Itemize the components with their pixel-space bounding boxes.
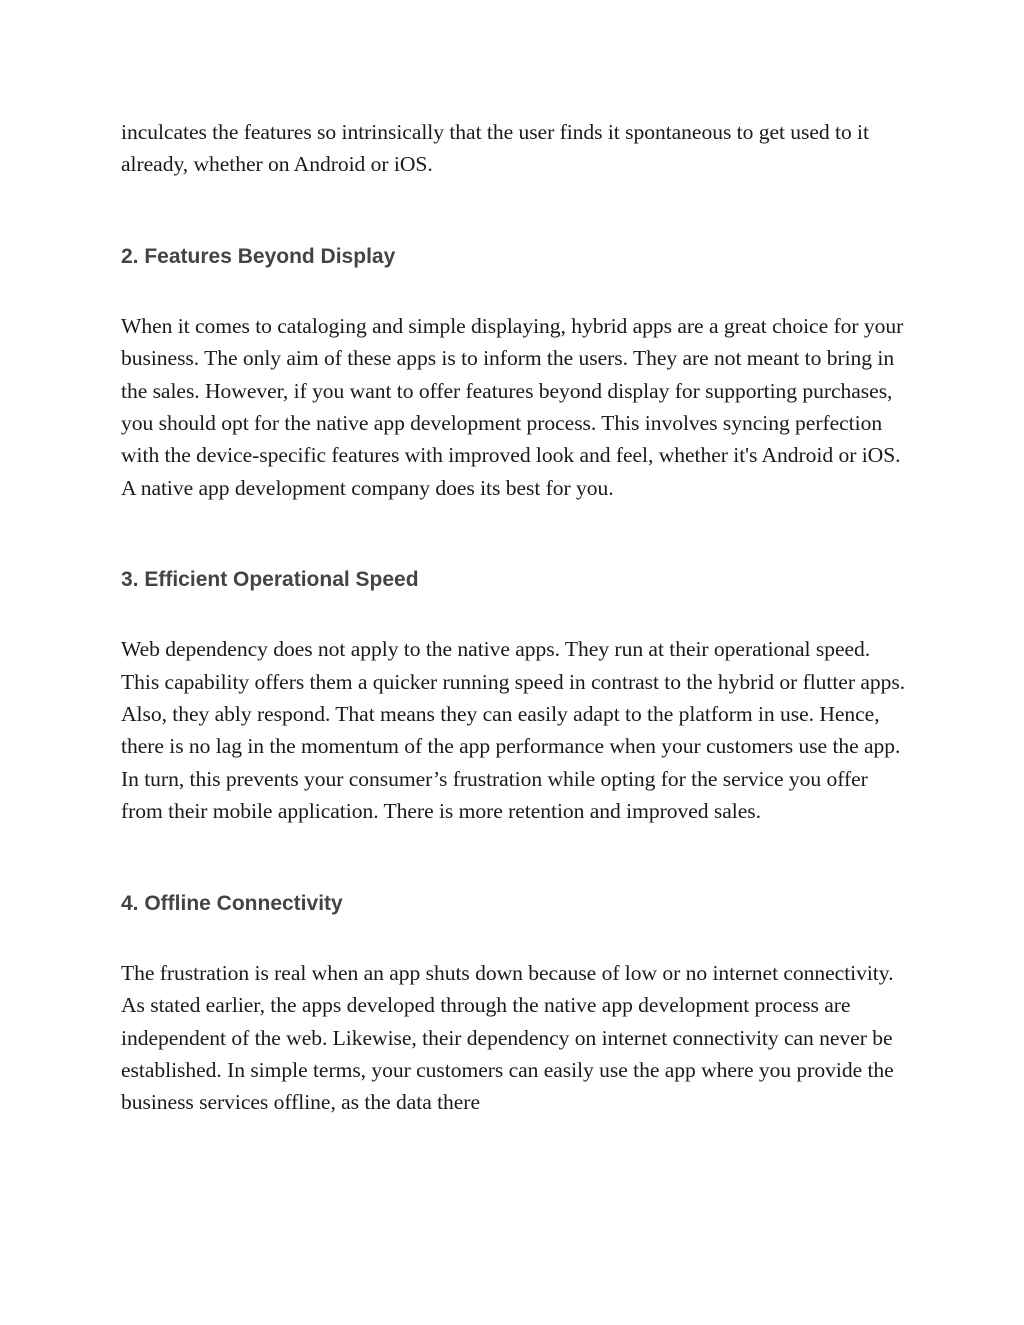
section-paragraph-features-beyond-display: When it comes to cataloging and simple displaying, hybrid apps are a great choice for your business. The only aim of these apps is to inform the users. They are not meant to bring in the sales. However, if you want to offer features beyond display for supporting purchases, you should opt for the native app development process. This involves syncing perfection with the device-specific features with improved look and feel, whether it's Android or iOS. A native app development company does its best for you. (121, 313, 904, 500)
document-body (121, 116, 911, 1119)
intro-paragraph: inculcates the features so intrinsically that the user finds it spontaneous to get used to it already, whether on Android or iOS. (121, 120, 869, 177)
section-paragraph-efficient-operational-speed: Web dependency does not apply to the native apps. They run at their operational speed. This capability offers them a quicker running speed in contrast to the hybrid or flutter apps. Also, they ably respond. That means they can easily adapt to the platform in use. Hence, there is no lag in the momentum of the app performance when your customers use the app. In turn, this prevents your consumer’s frustration while opting for the service you offer from their mobile application. There is more retention and improved sales. (121, 637, 906, 824)
section-heading-efficient-operational-speed: 3. Efficient Operational Speed (121, 568, 419, 592)
section-paragraph-offline-connectivity: The frustration is real when an app shuts down because of low or no internet connectivity. As stated earlier, the apps developed through the native app development process are independent of the web. Likewise, their dependency on internet connectivity can never be established. In simple terms, your customers can easily use the app where you provide the business services offline, as the data there (121, 960, 894, 1115)
section-heading-features-beyond-display: 2. Features Beyond Display (121, 244, 396, 268)
section-heading-offline-connectivity: 4. Offline Connectivity (121, 891, 343, 915)
